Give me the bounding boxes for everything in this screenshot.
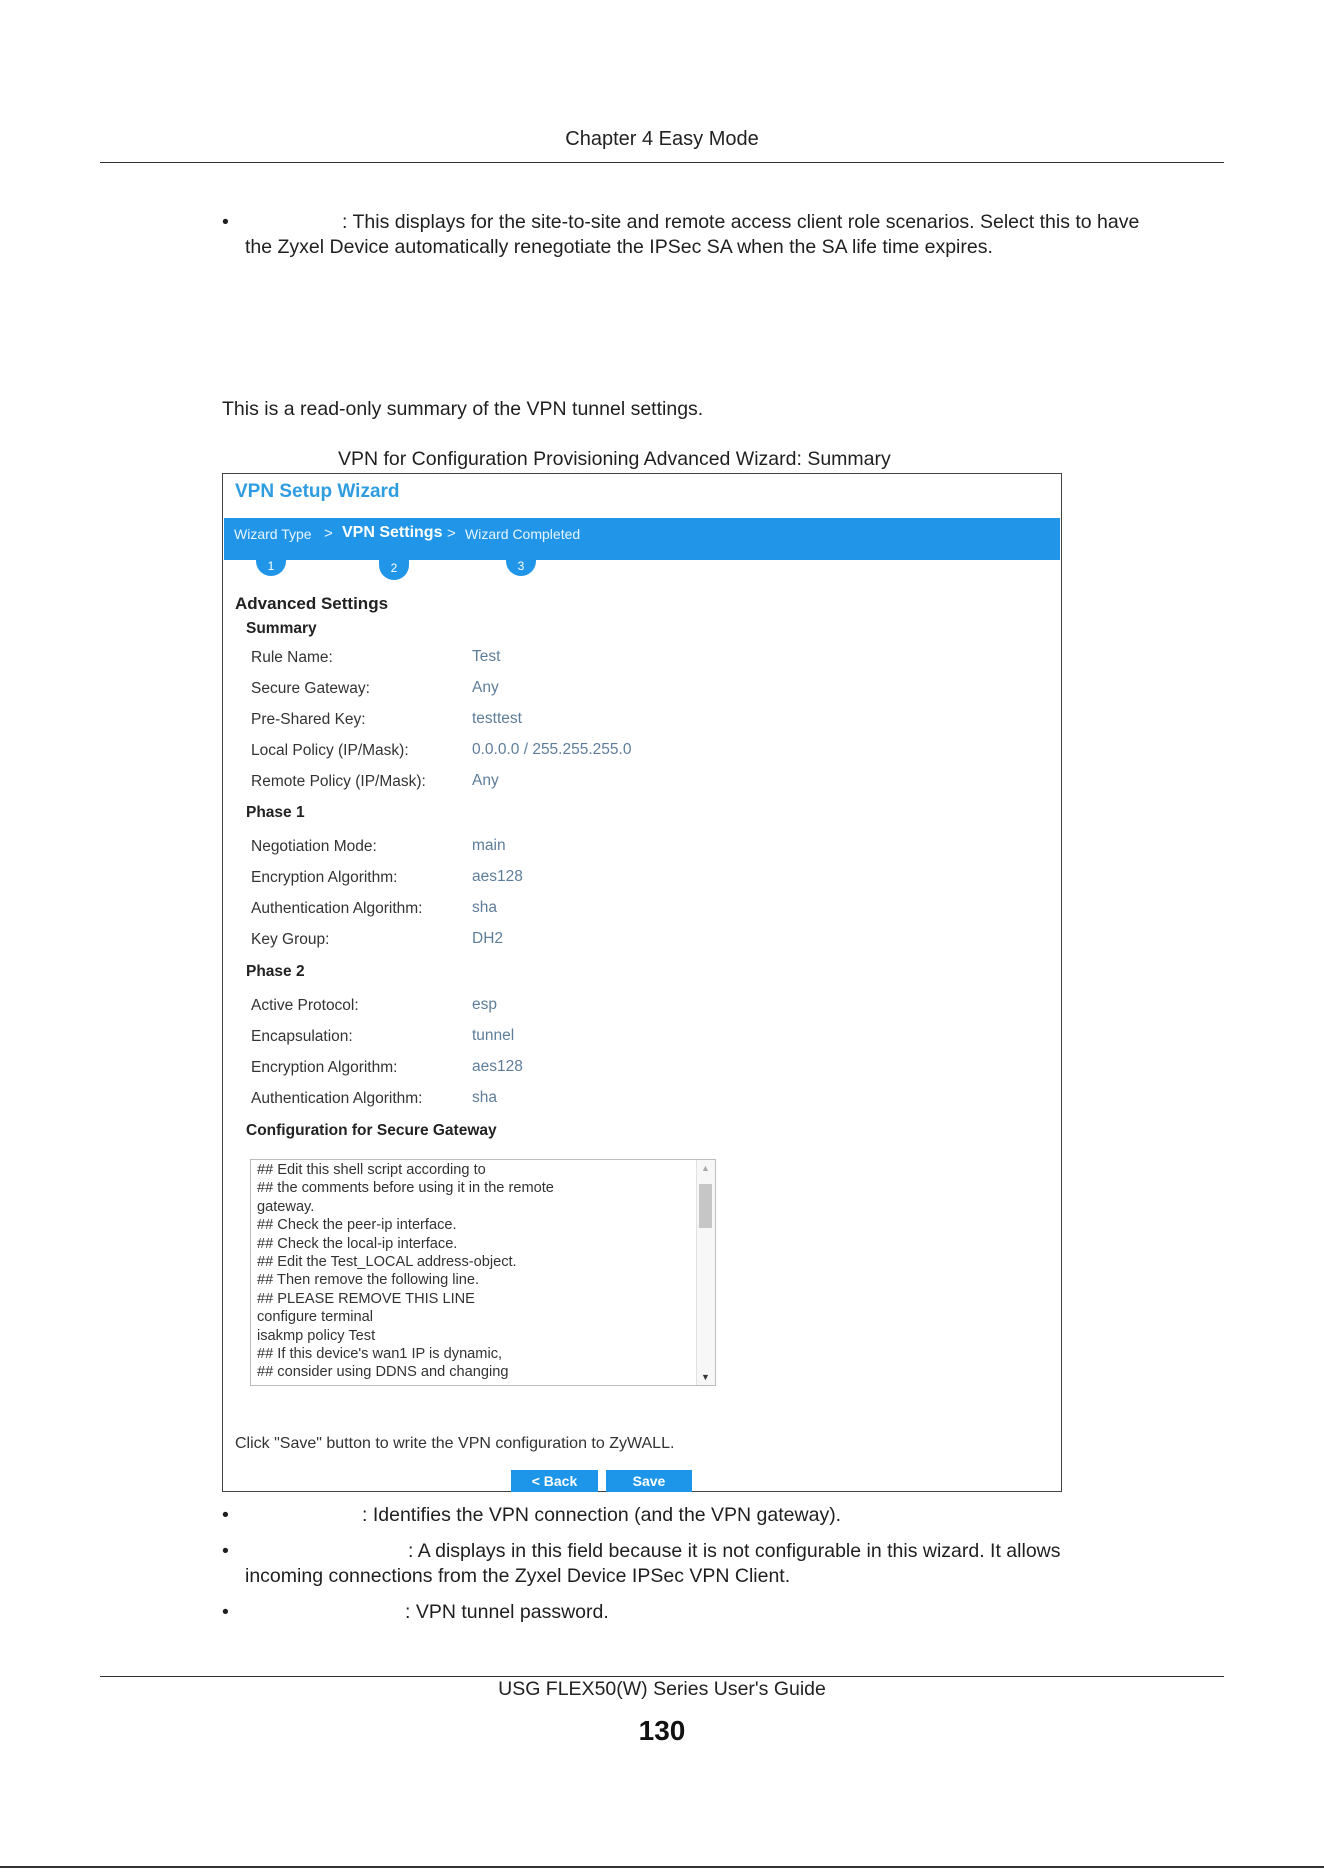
bullet-item-pre-shared-key: [222, 1600, 609, 1625]
figure-caption: VPN for Configuration Provisioning Advanced Wizard: Summary: [338, 448, 891, 470]
chapter-header: Chapter 4 Easy Mode: [565, 128, 759, 150]
footer-rule: [100, 1676, 1224, 1677]
bullet-text-continued: incoming connections from the Zyxel Device IPSec VPN Client.: [245, 1565, 791, 1587]
value-remote-policy: Any: [472, 772, 499, 789]
value-pre-shared-key: testtest: [472, 710, 522, 727]
scroll-thumb[interactable]: [699, 1184, 712, 1228]
bullet-text: : A displays in this field because it is not configurable in this wizard. It allows: [408, 1540, 1061, 1562]
bullet-item-auto-rekey: [222, 210, 1140, 235]
label-rule-name: Rule Name:: [251, 649, 333, 666]
gateway-config-heading: Configuration for Secure Gateway: [246, 1122, 497, 1139]
guide-title: USG FLEX50(W) Series User's Guide: [498, 1678, 826, 1700]
label-pre-shared-key: Pre-Shared Key:: [251, 711, 366, 728]
chevron-right-icon: >: [447, 525, 456, 542]
label-local-policy: Local Policy (IP/Mask):: [251, 742, 409, 759]
step-wizard-type[interactable]: Wizard Type: [234, 526, 312, 542]
bullet-dot: •: [222, 211, 229, 233]
step-number-1: 1: [256, 560, 286, 576]
label-secure-gateway: Secure Gateway:: [251, 680, 370, 697]
bullet-dot: •: [222, 1601, 229, 1623]
step-number-2: 2: [379, 560, 409, 580]
label-p1-authentication: Authentication Algorithm:: [251, 900, 423, 917]
value-p1-authentication: sha: [472, 899, 497, 916]
summary-heading: Summary: [246, 620, 317, 637]
phase1-heading: Phase 1: [246, 804, 305, 821]
bullet-item-rule-name: [222, 1503, 842, 1528]
save-instruction: Click "Save" button to write the VPN configuration to ZyWALL.: [235, 1435, 675, 1452]
vpn-setup-wizard: [222, 473, 1062, 1492]
value-rule-name: Test: [472, 648, 501, 665]
value-encapsulation: tunnel: [472, 1027, 515, 1044]
value-secure-gateway: Any: [472, 679, 499, 696]
scroll-up-arrow-icon[interactable]: ▲: [701, 1163, 710, 1173]
value-p2-authentication: sha: [472, 1089, 497, 1106]
step-wizard-completed[interactable]: Wizard Completed: [465, 526, 581, 542]
step-number-3: 3: [506, 560, 536, 576]
label-p1-encryption: Encryption Algorithm:: [251, 869, 398, 886]
value-p1-encryption: aes128: [472, 868, 523, 885]
label-p2-encryption: Encryption Algorithm:: [251, 1059, 398, 1076]
wizard-steps-bar: [224, 518, 1060, 560]
page-edge-line: [0, 1866, 1324, 1868]
gateway-script-textarea[interactable]: [250, 1159, 716, 1386]
header-rule: [100, 162, 1224, 163]
bullet-dot: •: [222, 1504, 229, 1526]
gateway-script-text: ## Edit this shell script according to ## the comments before using it in the remote gateway. ## Check the peer-ip interface. ## Check the local-ip interface. ## Edit the Test_LOCAL address-object. ## Then remove the following line. ## PLEASE REMOVE THIS LINE configure terminal isakmp policy Test ## If this device's wan1 IP is dynamic, ## consider using DDNS and changing: [257, 1162, 554, 1381]
value-active-protocol: esp: [472, 996, 497, 1013]
bullet-item-secure-gateway: [222, 1539, 1061, 1564]
save-button[interactable]: Save: [606, 1470, 692, 1492]
label-active-protocol: Active Protocol:: [251, 997, 359, 1014]
scroll-down-arrow-icon[interactable]: ▼: [701, 1372, 710, 1382]
bullet-text-continued: the Zyxel Device automatically renegotiate the IPSec SA when the SA life time expires.: [245, 236, 993, 258]
phase2-heading: Phase 2: [246, 963, 305, 980]
intro-text: This is a read-only summary of the VPN tunnel settings.: [222, 398, 704, 420]
bullet-text: : This displays for the site-to-site and remote access client role scenarios. Select this to have: [342, 211, 1140, 233]
bullet-text: : VPN tunnel password.: [405, 1601, 609, 1623]
label-key-group: Key Group:: [251, 931, 330, 948]
wizard-title: VPN Setup Wizard: [235, 481, 400, 502]
page-number: 130: [638, 1715, 686, 1746]
advanced-settings-heading: Advanced Settings: [235, 594, 389, 613]
value-key-group: DH2: [472, 930, 504, 947]
bullet-text: : Identifies the VPN connection (and the VPN gateway).: [362, 1504, 842, 1526]
label-p2-authentication: Authentication Algorithm:: [251, 1090, 423, 1107]
label-encapsulation: Encapsulation:: [251, 1028, 353, 1045]
value-negotiation-mode: main: [472, 837, 506, 854]
step-vpn-settings[interactable]: VPN Settings: [342, 524, 443, 541]
textarea-scrollbar[interactable]: [696, 1160, 715, 1385]
value-p2-encryption: aes128: [472, 1058, 523, 1075]
back-button[interactable]: < Back: [511, 1470, 598, 1492]
chevron-right-icon: >: [324, 525, 333, 542]
value-local-policy: 0.0.0.0 / 255.255.255.0: [472, 741, 632, 758]
bullet-dot: •: [222, 1540, 229, 1562]
label-remote-policy: Remote Policy (IP/Mask):: [251, 773, 426, 790]
label-negotiation-mode: Negotiation Mode:: [251, 838, 377, 855]
